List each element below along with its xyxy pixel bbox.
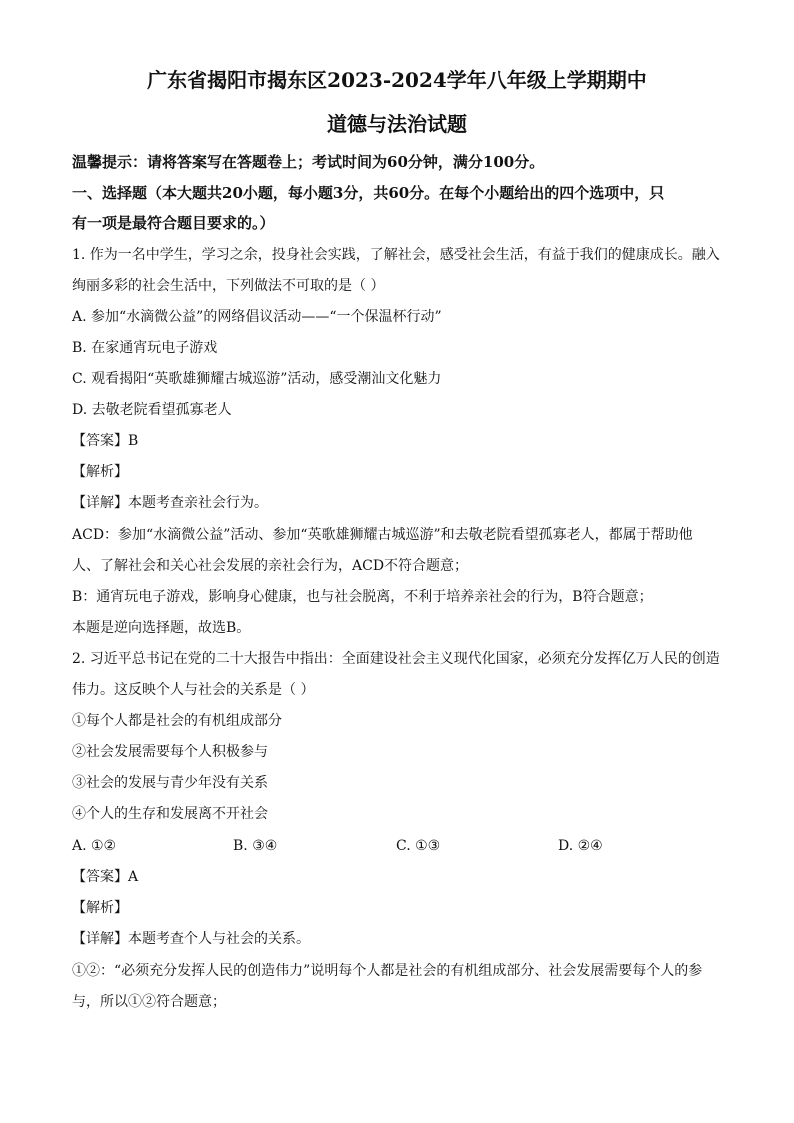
section-heading-line1: 一、选择题（本大题共20小题，每小题3分，共60分。在每个小题给出的四个选项中，只 [72, 184, 665, 202]
q1-analysis-label: 【解析】 [72, 464, 128, 480]
document-title: 广东省揭阳市揭东区2023-2024学年八年级上学期期中 [147, 68, 647, 92]
q1-option-b: B. 在家通宵玩电子游戏 [72, 340, 218, 356]
q2-choice-a: A. ①② [72, 838, 117, 854]
q1-detail: 【详解】本题考查亲社会行为。 [72, 495, 268, 511]
q1-explain-line3: B：通宵玩电子游戏，影响身心健康，也与社会脱离，不利于培养亲社会的行为，B符合题意； [72, 589, 653, 605]
q1-option-a: A. 参加“水滴微公益”的网络倡议活动——“一个保温杯行动” [72, 309, 442, 325]
q2-statement-3: ③社会的发展与青少年没有关系 [72, 775, 268, 791]
q2-analysis-label: 【解析】 [72, 900, 128, 916]
q2-statement-4: ④个人的生存和发展离不开社会 [72, 806, 268, 822]
q1-explain-line1: ACD：参加“水滴微公益”活动、参加“英歌雄狮耀古城巡游”和去敬老院看望孤寡老人，都属于帮助他 [72, 527, 693, 543]
q2-choice-d: D. ②④ [558, 838, 603, 854]
q2-statement-1: ①每个人都是社会的有机组成部分 [72, 713, 282, 729]
q2-answer: 【答案】A [72, 869, 139, 885]
q1-option-d: D. 去敬老院看望孤寡老人 [72, 402, 232, 418]
q2-detail: 【详解】本题考查个人与社会的关系。 [72, 931, 310, 947]
q2-choice-c: C. ①③ [396, 838, 441, 854]
q1-stem-line2: 绚丽多彩的社会生活中，下列做法不可取的是（ ） [72, 278, 385, 294]
q2-stem-line2: 伟力。这反映个人与社会的关系是（ ） [72, 682, 315, 698]
q1-stem-line1: 1. 作为一名中学生，学习之余，投身社会实践，了解社会，感受社会生活，有益于我们的健康成长。融入 [72, 247, 720, 263]
exam-notice: 温馨提示：请将答案写在答题卷上；考试时间为60分钟，满分100分。 [72, 153, 545, 171]
q2-explain-line1: ①②：“必须充分发挥人民的创造伟力”说明每个人都是社会的有机组成部分、社会发展需要每个人的参 [72, 963, 703, 979]
q2-explain-line2: 与，所以①②符合题意； [72, 994, 226, 1010]
q1-explain-line2: 人、了解社会和关心社会发展的亲社会行为，ACD不符合题意； [72, 558, 469, 574]
q1-option-c: C. 观看揭阳“英歌雄狮耀古城巡游”活动，感受潮汕文化魅力 [72, 371, 442, 387]
q2-choice-b: B. ③④ [233, 838, 278, 854]
section-heading-line2: 有一项是最符合题目要求的。） [72, 214, 275, 232]
document-subtitle: 道德与法治试题 [327, 112, 467, 136]
q2-stem-line1: 2. 习近平总书记在党的二十大报告中指出：全面建设社会主义现代化国家，必须充分发挥亿万人民的创造 [72, 651, 720, 667]
q2-statement-2: ②社会发展需要每个人积极参与 [72, 744, 268, 760]
q1-answer: 【答案】B [72, 433, 139, 449]
q1-explain-line4: 本题是逆向选择题，故选B。 [72, 620, 251, 636]
